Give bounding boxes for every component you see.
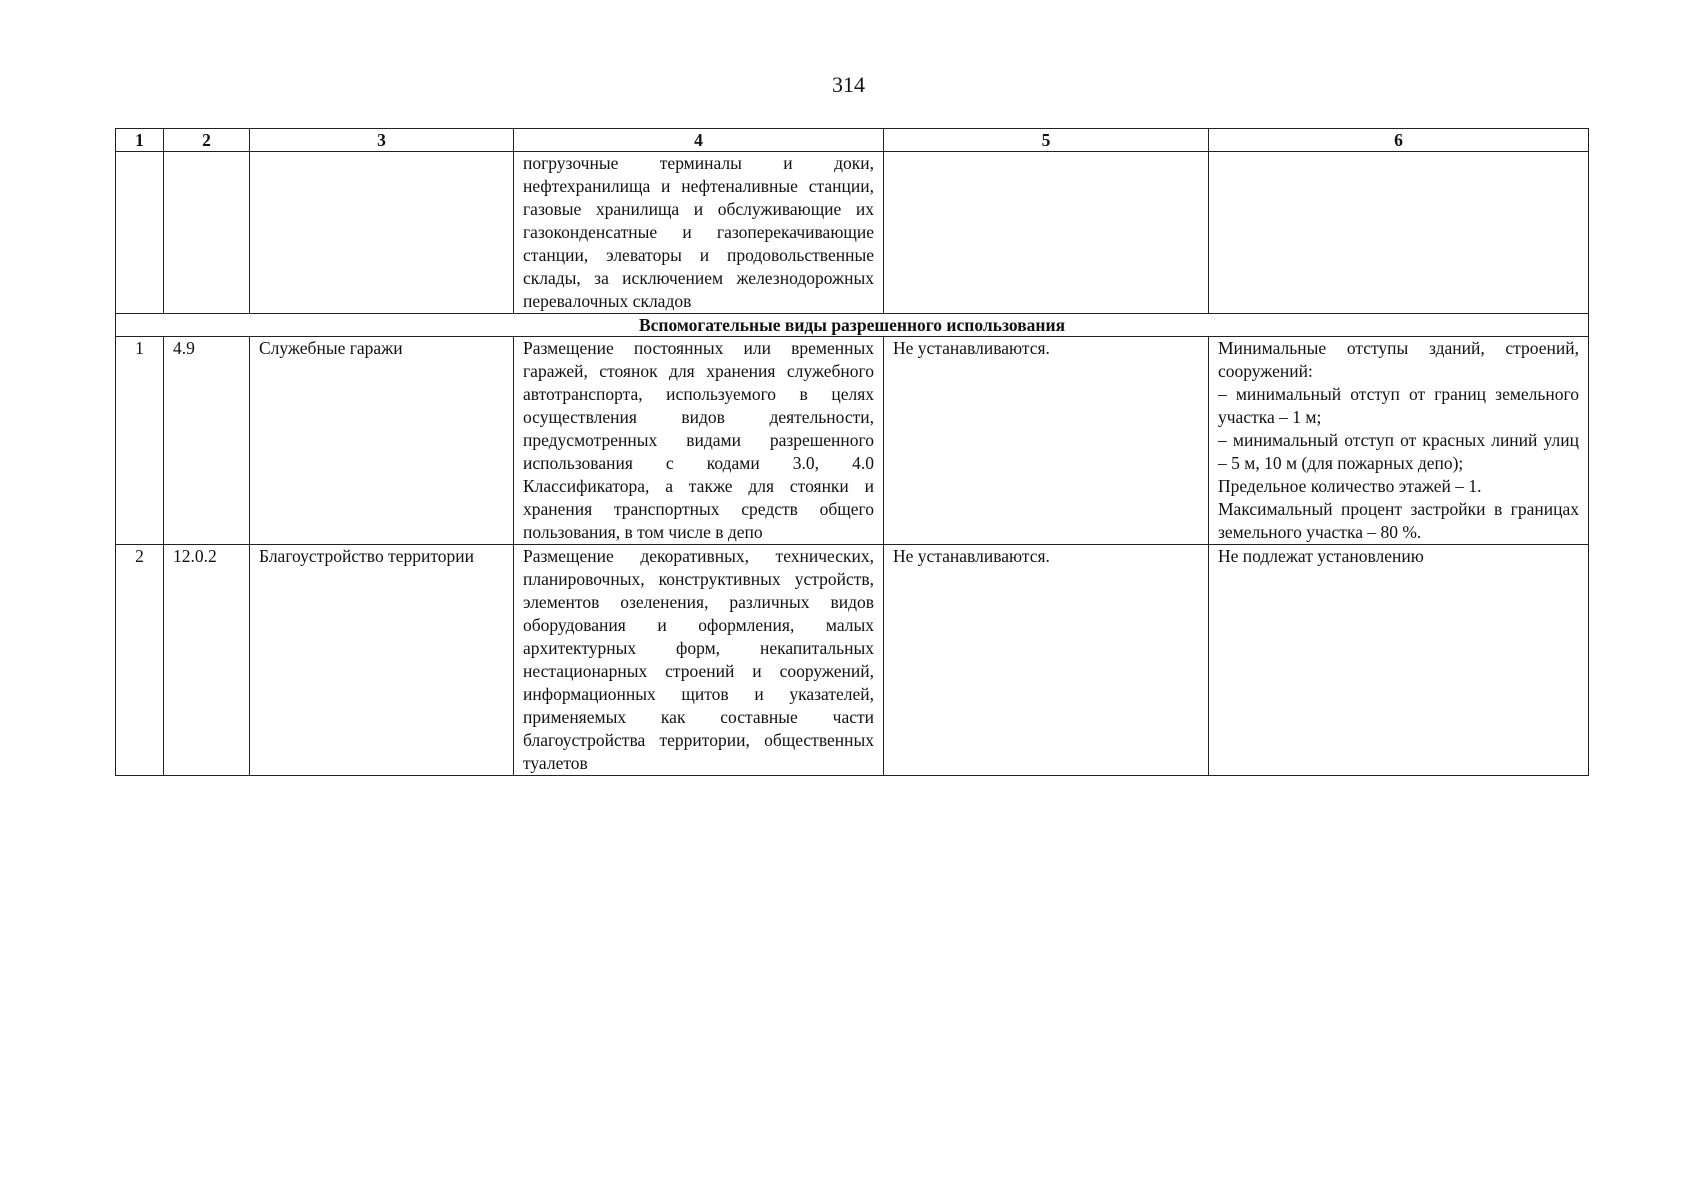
row-parameters: Не подлежат установлению [1209,545,1589,776]
continuation-col-3 [250,152,514,314]
parameter-line: – минимальный отступ от красных линий улиц – 5 м, 10 м (для пожарных депо); [1218,430,1579,473]
header-col-2: 2 [164,129,250,152]
table-row [116,337,1589,545]
section-row [116,314,1589,337]
row-name: Служебные гаражи [250,337,514,545]
row-col5: Не устанавливаются. [884,337,1209,545]
row-description: Размещение декоративных, технических, планировочных, конструктивных устройств, элементов озеленения, различных видов оборудования и оформления, малых архитектурных форм, некапитальных нестационарных строений и сооружений, информационных щитов и указателей, применяемых как составные части благоустройства территории, общественных туалетов [514,545,884,776]
continuation-description: погрузочные терминалы и доки, нефтехранилища и нефтеналивные станции, газовые хранилища и обслуживающие их газоконденсатные и газоперекачивающие станции, элеваторы и продовольственные склады, за исключением железнодорожных перевалочных складов [514,152,884,314]
row-number: 1 [116,337,164,545]
table-row [116,545,1589,776]
row-parameters [1209,337,1589,545]
section-title: Вспомогательные виды разрешенного использования [116,314,1589,337]
header-col-6: 6 [1209,129,1589,152]
header-row [116,129,1589,152]
row-code: 4.9 [164,337,250,545]
header-col-4: 4 [514,129,884,152]
continuation-col-5 [884,152,1209,314]
parameter-line: – минимальный отступ от границ земельного участка – 1 м; [1218,384,1579,427]
header-col-1: 1 [116,129,164,152]
row-code: 12.0.2 [164,545,250,776]
continuation-col-2 [164,152,250,314]
row-description: Размещение постоянных или временных гаражей, стоянок для хранения служебного автотранспорта, используемого в целях осуществления видов деятельности, предусмотренных видами разрешенного использования с кодами 3.0, 4.0 Классификатора, а также для стоянки и хранения транспортных средств общего пользования, в том числе в депо [514,337,884,545]
parameter-line: Минимальные отступы зданий, строений, сооружений: [1218,338,1579,381]
row-col5: Не устанавливаются. [884,545,1209,776]
continuation-col-1 [116,152,164,314]
parameter-line: Максимальный процент застройки в границах земельного участка – 80 %. [1218,499,1579,542]
continuation-row [116,152,1589,314]
page-number: 314 [832,72,865,97]
row-name: Благоустройство территории [250,545,514,776]
zoning-table [115,128,1589,776]
header-col-5: 5 [884,129,1209,152]
parameter-line: Предельное количество этажей – 1. [1218,476,1482,496]
continuation-col-6 [1209,152,1589,314]
header-col-3: 3 [250,129,514,152]
row-number: 2 [116,545,164,776]
